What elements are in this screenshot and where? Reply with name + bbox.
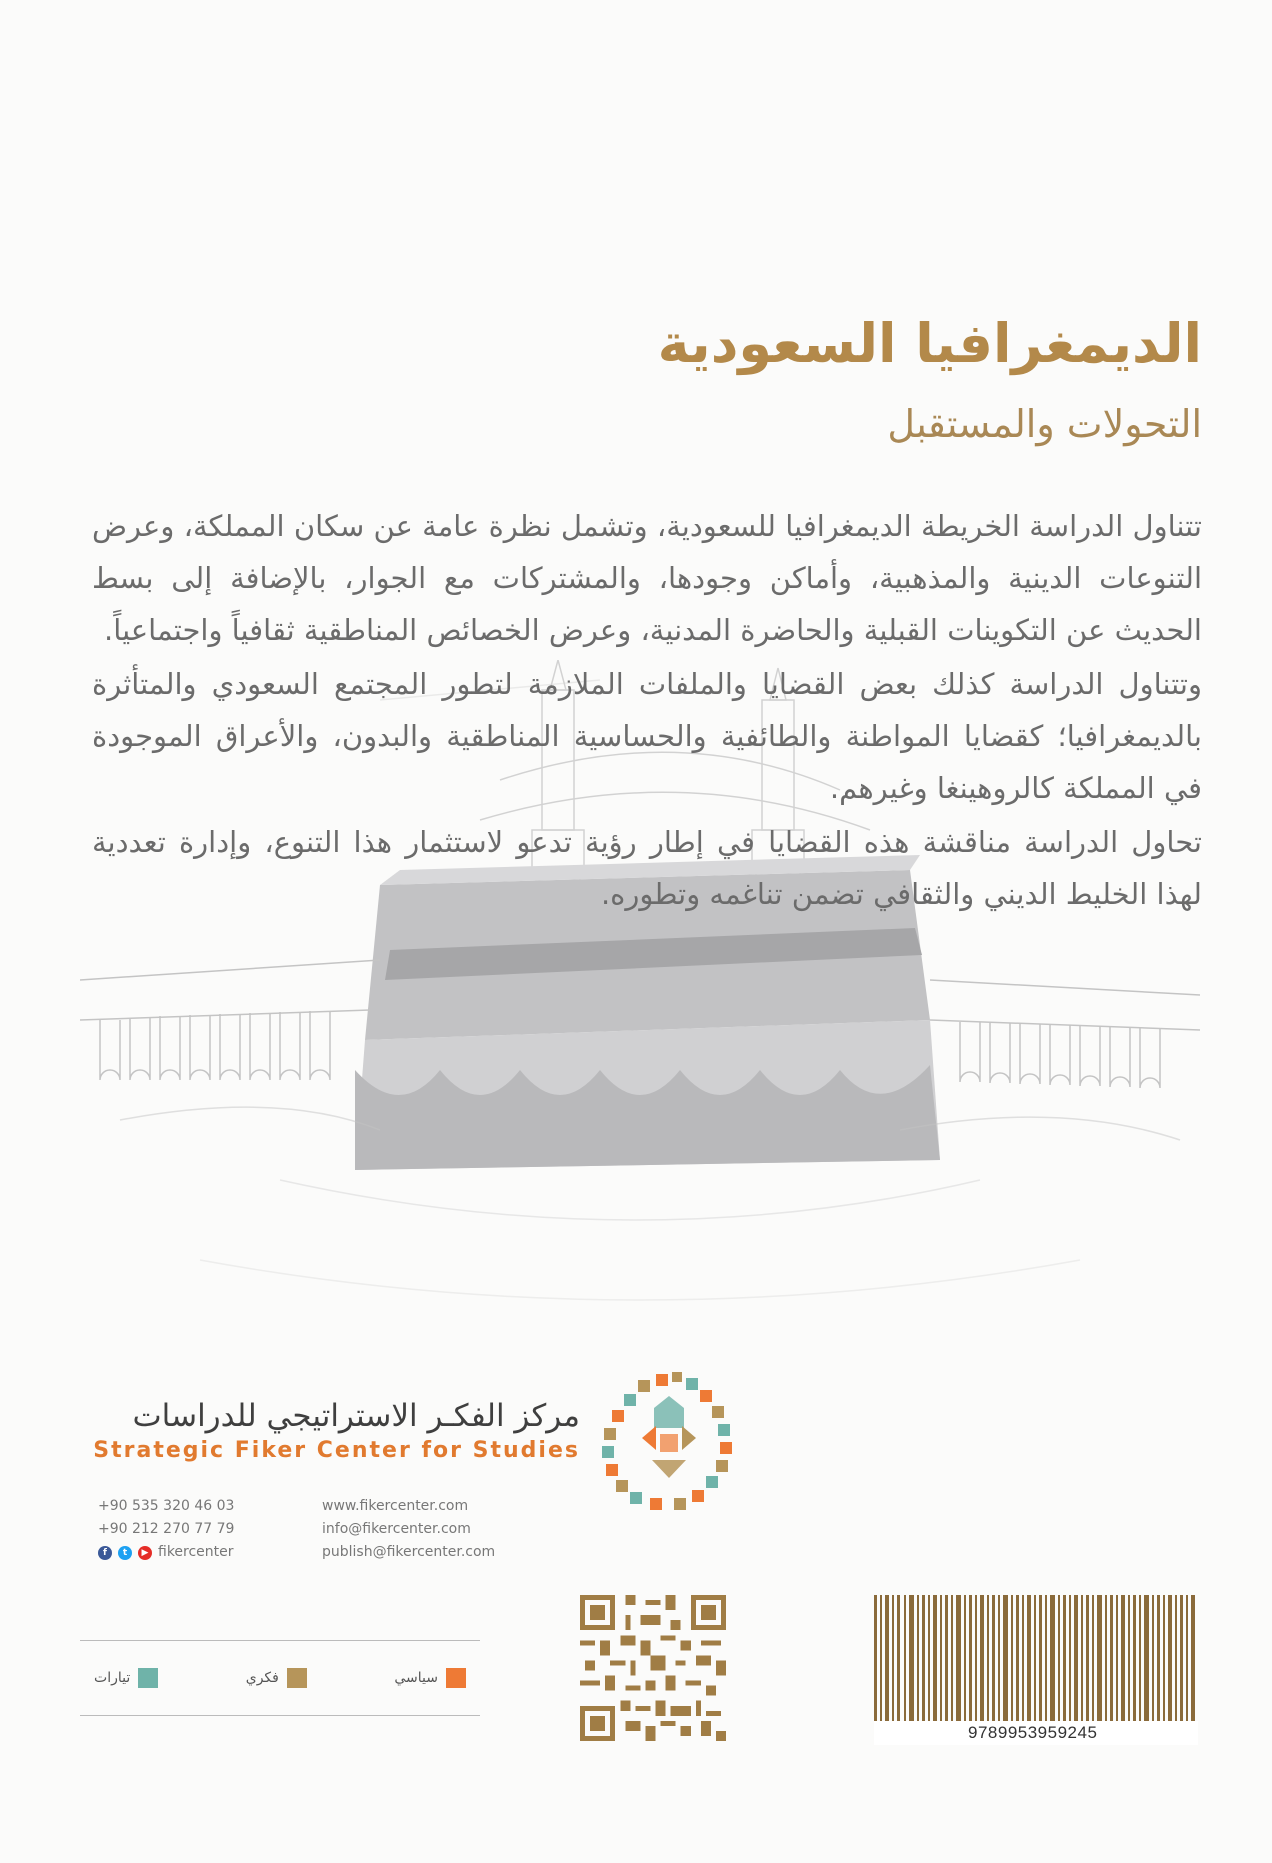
book-subtitle: التحولات والمستقبل — [887, 402, 1202, 446]
legend-item-intellectual: فكري — [246, 1668, 307, 1688]
isbn-barcode — [874, 1595, 1198, 1745]
info-email-link[interactable]: info@fikercenter.com — [322, 1521, 471, 1537]
phone-number-1[interactable]: +90 535 320 46 03 — [98, 1498, 235, 1514]
social-handle[interactable]: fikercenter — [158, 1544, 234, 1560]
legend-item-political: سياسي — [394, 1668, 466, 1688]
book-description — [92, 500, 1202, 922]
web-contact-block — [322, 1495, 495, 1564]
social-row — [98, 1541, 234, 1564]
barcode-bars — [874, 1595, 1198, 1721]
book-title: الديمغرافيا السعودية — [657, 312, 1202, 375]
description-paragraph-2: وتتناول الدراسة كذلك بعض القضايا والملفات الملازمة لتطور المجتمع السعودي والمتأثرة بالديمغرافيا؛ كقضايا المواطنة والطائفية والحساسية المناطقية والبدون، والأعراق الموجودة في المملكة كالروهينغا وغيرهم. — [92, 667, 1202, 805]
publisher-name-arabic: مركز الفكـر الاستراتيجي للدراسات — [132, 1398, 580, 1434]
qr-code[interactable] — [580, 1595, 726, 1741]
legend-swatch-orange — [446, 1668, 466, 1688]
publisher-logo — [594, 1368, 744, 1518]
publisher-name-english: Strategic Fiker Center for Studies — [93, 1438, 580, 1463]
twitter-icon[interactable]: t — [118, 1546, 132, 1560]
legend-item-currents: تيارات — [94, 1668, 158, 1688]
legend-swatch-teal — [138, 1668, 158, 1688]
facebook-icon[interactable]: f — [98, 1546, 112, 1560]
description-paragraph-1: تتناول الدراسة الخريطة الديمغرافيا للسعودية، وتشمل نظرة عامة عن سكان المملكة، وعرض التنوعات الدينية والمذهبية، وأماكن وجودها، والمشتركات مع الجوار، بالإضافة إلى بسط الحديث عن التكوينات القبلية والحاضرة المدنية، وعرض الخصائص المناطقية ثقافياً واجتماعياً. — [92, 509, 1202, 647]
phone-number-2[interactable]: +90 212 270 77 79 — [98, 1521, 235, 1537]
category-legend — [80, 1640, 480, 1716]
youtube-icon[interactable]: ▶ — [138, 1546, 152, 1560]
phone-contact-block — [98, 1495, 234, 1564]
description-paragraph-3: تحاول الدراسة مناقشة هذه القضايا في إطار رؤية تدعو لاستثمار هذا التنوع، وإدارة تعددية لهذا الخليط الديني والثقافي تضمن تناغمه وتطوره. — [92, 825, 1202, 911]
legend-swatch-gold — [287, 1668, 307, 1688]
website-link[interactable]: www.fikercenter.com — [322, 1498, 469, 1514]
isbn-number: 9789953959245 — [874, 1721, 1198, 1745]
publish-email-link[interactable]: publish@fikercenter.com — [322, 1544, 496, 1560]
publisher-name-block — [80, 1398, 580, 1463]
